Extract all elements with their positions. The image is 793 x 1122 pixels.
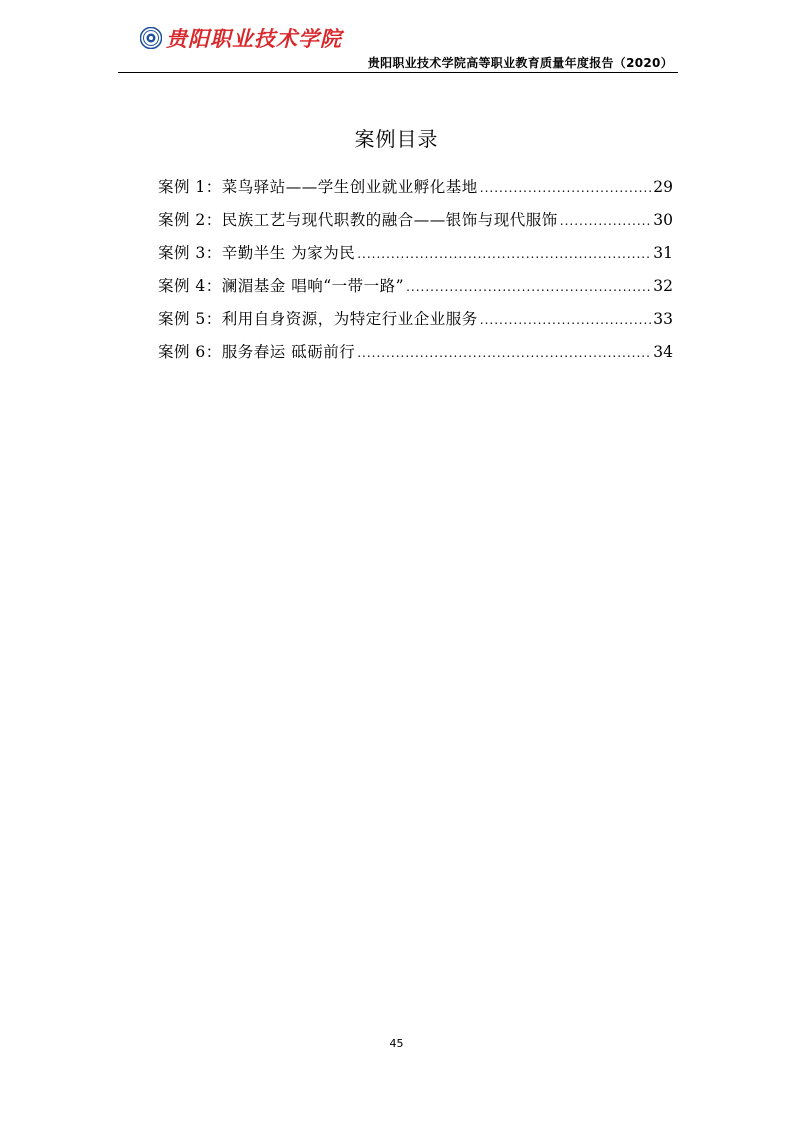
report-title: 贵阳职业技术学院高等职业教育质量年度报告（2020） xyxy=(367,56,673,70)
toc-entry[interactable] xyxy=(158,241,673,274)
toc-entry-page: 33 xyxy=(653,310,673,328)
toc-entry[interactable] xyxy=(158,340,673,373)
toc-leader-dots xyxy=(480,181,651,195)
toc-entry-page: 31 xyxy=(653,244,673,262)
toc-leader-dots xyxy=(480,313,651,327)
toc-leader-dots xyxy=(560,214,651,228)
toc-leader-dots xyxy=(357,346,651,360)
page-number: 45 xyxy=(389,1037,404,1050)
table-of-contents xyxy=(158,175,673,373)
page-header xyxy=(0,0,793,80)
school-logo-text: 贵阳职业技术学院 xyxy=(166,26,342,51)
toc-leader-dots xyxy=(357,247,651,261)
toc-entry[interactable] xyxy=(158,175,673,208)
school-emblem-icon xyxy=(140,27,162,49)
toc-leader-dots xyxy=(406,280,651,294)
toc-entry-label: 案例 2：民族工艺与现代职教的融合——银饰与现代服饰 xyxy=(158,211,558,229)
toc-entry-label: 案例 5：利用自身资源，为特定行业企业服务 xyxy=(158,310,478,328)
toc-entry-label: 案例 6：服务春运 砥砺前行 xyxy=(158,343,356,361)
toc-entry-page: 29 xyxy=(653,178,673,196)
toc-entry-page: 34 xyxy=(653,343,673,361)
toc-entry[interactable] xyxy=(158,208,673,241)
toc-entry-page: 30 xyxy=(653,211,673,229)
toc-title: 案例目录 xyxy=(354,127,439,151)
toc-entry-page: 32 xyxy=(653,277,673,295)
toc-entry-label: 案例 3：辛勤半生 为家为民 xyxy=(158,244,356,262)
header-divider xyxy=(118,72,678,73)
toc-entry[interactable] xyxy=(158,274,673,307)
toc-entry-label: 案例 1：菜鸟驿站——学生创业就业孵化基地 xyxy=(158,178,478,196)
toc-entry-label: 案例 4：澜湄基金 唱响“一带一路” xyxy=(158,277,405,295)
toc-entry[interactable] xyxy=(158,307,673,340)
